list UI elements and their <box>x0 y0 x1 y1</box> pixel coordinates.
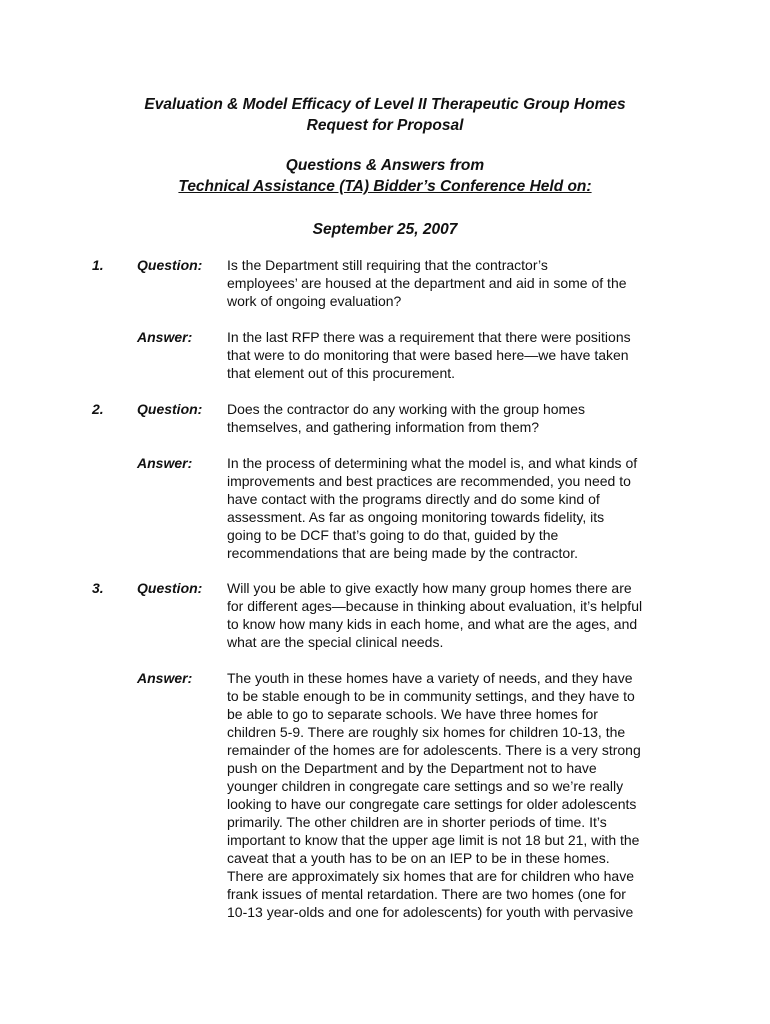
answer-text <box>227 669 682 921</box>
answer-text <box>227 328 682 382</box>
text-line: Is the Department still requiring that the contractor’s <box>227 257 548 273</box>
answer-label: Answer: <box>137 670 193 686</box>
text-line: caveat that a youth has to be on an IEP to be in these homes. <box>227 850 610 866</box>
item-number: 1. <box>92 257 104 273</box>
conference-date: September 25, 2007 <box>312 221 458 238</box>
text-line: important to know that the upper age limit is not 18 but 21, with the <box>227 832 640 848</box>
text-line: that were to do monitoring that were based here—we have taken <box>227 347 629 363</box>
subtitle-line-2: Technical Assistance (TA) Bidder’s Conference Held on: <box>178 178 592 195</box>
text-line: primarily. The other children are in shorter periods of time. It’s <box>227 814 607 830</box>
text-line: Does the contractor do any working with the group homes <box>227 401 585 417</box>
question-text <box>227 579 682 651</box>
text-line: In the process of determining what the model is, and what kinds of <box>227 455 638 471</box>
document-subtitle <box>0 155 770 197</box>
question-text <box>227 400 682 436</box>
question-label: Question: <box>137 401 203 417</box>
text-line: for different ages—because in thinking about evaluation, it’s helpful <box>227 598 643 614</box>
text-line: In the last RFP there was a requirement that there were positions <box>227 329 631 345</box>
text-line: going to be DCF that’s going to do that, guided by the <box>227 527 559 543</box>
question-label: Question: <box>137 580 203 596</box>
subtitle-line-1: Questions & Answers from <box>285 157 485 174</box>
text-line: younger children in congregate care settings and so we’re really <box>227 778 624 794</box>
answer-label: Answer: <box>137 329 193 345</box>
text-line: 10-13 year-olds and one for adolescents) for youth with pervasive <box>227 904 634 920</box>
text-line: frank issues of mental retardation. There are two homes (one for <box>227 886 626 902</box>
question-label: Question: <box>137 257 203 273</box>
question-text <box>227 256 682 310</box>
answer-label: Answer: <box>137 455 193 471</box>
document-title <box>0 94 770 136</box>
item-number: 3. <box>92 580 104 596</box>
answer-text <box>227 454 682 562</box>
text-line: push on the Department and by the Department not to have <box>227 760 597 776</box>
text-line: work of ongoing evaluation? <box>227 293 402 309</box>
text-line: children 5-9. There are roughly six homes for children 10-13, the <box>227 724 626 740</box>
text-line: The youth in these homes have a variety of needs, and they have <box>227 670 633 686</box>
text-line: to be stable enough to be in community settings, and they have to <box>227 688 635 704</box>
title-line-2: Request for Proposal <box>306 117 464 134</box>
text-line: that element out of this procurement. <box>227 365 456 381</box>
text-line: recommendations that are being made by the contractor. <box>227 545 578 561</box>
text-line: assessment. As far as ongoing monitoring towards fidelity, its <box>227 509 605 525</box>
text-line: themselves, and gathering information from them? <box>227 419 540 435</box>
text-line: have contact with the programs directly and do some kind of <box>227 491 600 507</box>
text-line: Will you be able to give exactly how many group homes there are <box>227 580 632 596</box>
text-line: what are the special clinical needs. <box>227 634 444 650</box>
text-line: looking to have our congregate care settings for older adolescents <box>227 796 637 812</box>
text-line: remainder of the homes are for adolescents. There is a very strong <box>227 742 641 758</box>
text-line: There are approximately six homes that are for children who have <box>227 868 634 884</box>
text-line: employees’ are housed at the department and aid in some of the <box>227 275 627 291</box>
title-line-1: Evaluation & Model Efficacy of Level II Therapeutic Group Homes <box>144 96 626 113</box>
text-line: improvements and best practices are recommended, you need to <box>227 473 631 489</box>
text-line: to know how many kids in each home, and what are the ages, and <box>227 616 638 632</box>
text-line: be able to go to separate schools. We have three homes for <box>227 706 598 722</box>
item-number: 2. <box>92 401 104 417</box>
